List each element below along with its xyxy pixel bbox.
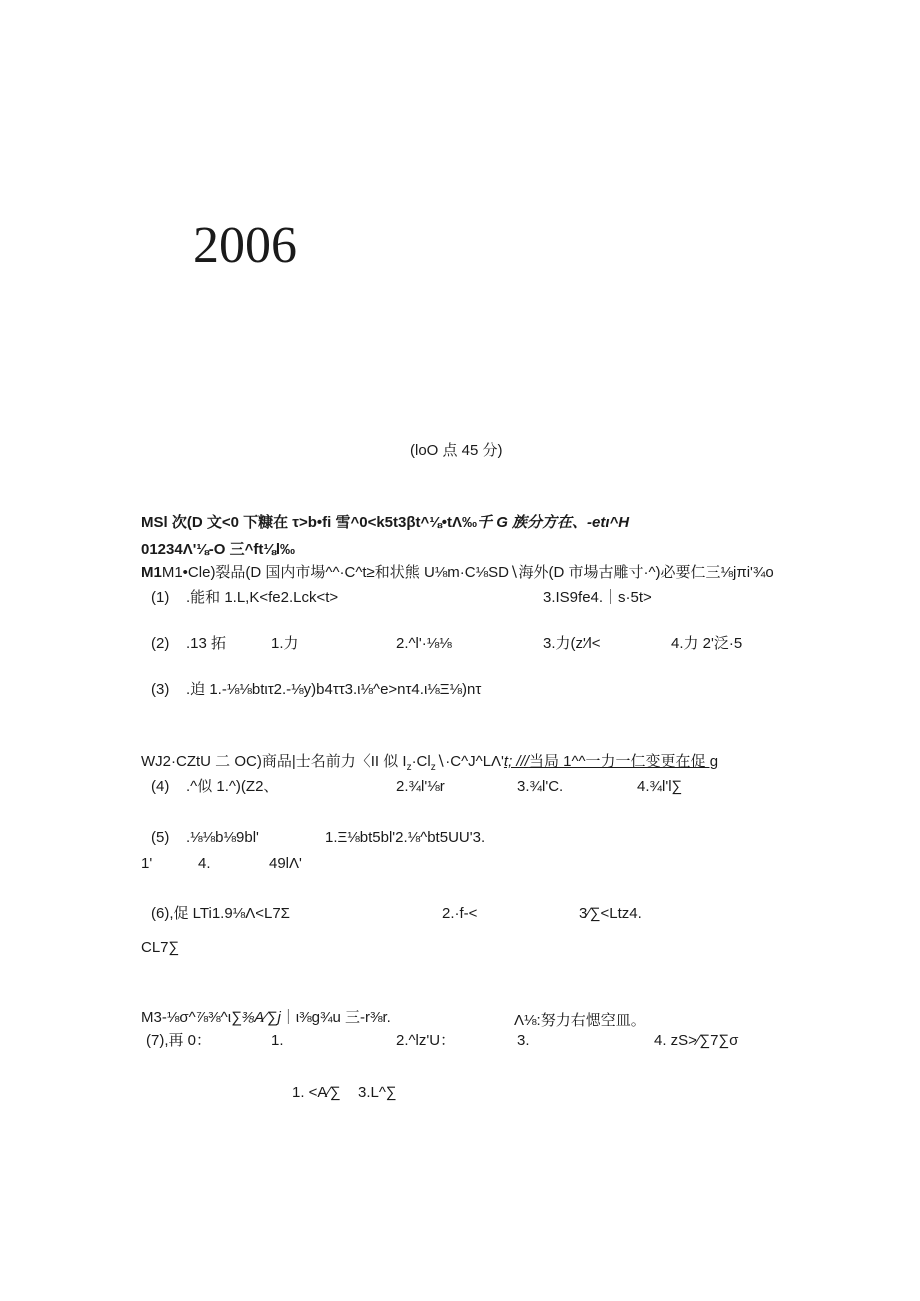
section-2-text-c: ·Cl — [411, 753, 431, 770]
q4-option-4: 4.¾l'l∑ — [637, 778, 683, 795]
q2-option-3: 3.力(z'∕l< — [543, 635, 601, 652]
section-2-underlined-text: 当局 1^^一力一仁变更在促 g — [528, 753, 719, 770]
q2-option-2: 2.^l'·⅛⅛ — [396, 635, 452, 652]
q4-number: (4) — [151, 778, 170, 795]
q2-option-4: 4.力 2'泛·5 — [671, 635, 743, 652]
q3-number: (3) — [151, 681, 170, 698]
q7-line: (7),再 0： — [146, 1032, 212, 1049]
q1-number: (1) — [151, 589, 170, 606]
section-2-sub-1: z — [406, 762, 412, 773]
section-score-note: (loO 点 45 分) — [410, 442, 503, 459]
q2-option-1: 1.力 — [271, 635, 299, 652]
section-2-instruction — [141, 754, 718, 773]
q5-cont-b: 4. — [198, 855, 211, 872]
q5-cont-c: 49lΛ' — [269, 855, 302, 872]
intro-line-3-text: M1•Cle)裂品(D 国内市場^^·C^t≥和状熊 U⅛m·C⅛SD∖海外(D 市場古雕寸·^)必要仁三⅛jπi'¾o — [161, 564, 774, 581]
exam-year: 2006 — [193, 217, 297, 274]
q5-number: (5) — [151, 829, 170, 846]
q6-cont: CL7∑ — [141, 939, 180, 956]
q4-option-3: 3.¾l'C. — [517, 778, 564, 795]
section-2-underlined-italic: t; /// — [503, 753, 529, 770]
tail-option-3: 3.L^∑ — [358, 1084, 397, 1101]
q1-options-b: 3.IS9fe4.｜s·5t> — [543, 589, 652, 606]
section-2-sub-2: z — [430, 762, 436, 773]
section-3-instruction — [141, 1010, 391, 1025]
q7-option-4: 4. zS>∕∑7∑σ — [654, 1032, 739, 1049]
section-3-italic: ∑⅜A∕∑j — [231, 1009, 281, 1026]
intro-line-3-bold: M1 — [141, 564, 162, 581]
q5-options: 1.Ξ⅛bt5bl'2.⅛^bt5UU'3. — [325, 829, 486, 846]
q6-option-2: 2.·f-< — [442, 905, 478, 922]
q4-stem: .^似 1.^)(Z2、 — [186, 778, 279, 795]
section-2-text-a: WJ2·CZtU 二 OC)商品|士名前力〈II 似 I — [141, 753, 407, 770]
q6-line: (6),促 LTi1.9⅛Λ<L7Σ — [151, 905, 290, 922]
section-2-text-e: ∖·C^J^LΛ' — [435, 753, 504, 770]
q7-option-1: 1. — [271, 1032, 284, 1049]
intro-line-1 — [141, 515, 629, 530]
tail-option-1: 1. <A∕∑ — [292, 1084, 341, 1101]
q6-option-3: 3∕∑<Ltz4. — [579, 905, 642, 922]
section-3-text-a: M3-⅛σ^⅞⅜^ι — [141, 1009, 232, 1026]
q5-stem: .⅛⅛b⅛9bl' — [186, 829, 259, 846]
q2-number: (2) — [151, 635, 170, 652]
q7-option-3: 3. — [517, 1032, 530, 1049]
section-3-text-c: ｜ι⅜g¾u 三-r⅜r. — [280, 1009, 391, 1026]
q1-options-a: .能和 1.L,K<fe2.Lck<t> — [186, 589, 339, 606]
q7-option-2: 2.^lz'U： — [396, 1032, 456, 1049]
q3-text: .迫 1.-⅛⅛btιτ2.-⅛y)b4ττ3.ι⅛^e>nτ4.ι⅛Ξ⅛)nτ — [186, 681, 482, 698]
q2-stem: .13 拓 — [186, 635, 227, 652]
intro-line-1-italic: 千 G 族分方在、-etι^H — [477, 514, 630, 531]
intro-line-1-text: MSl 次(D 文<0 下糠在 τ>b•fi 雪^0<k5t3βt^⅛•tΛ‰ — [141, 514, 478, 531]
intro-line-3 — [141, 565, 774, 580]
q5-cont-a: 1' — [141, 855, 153, 872]
q4-option-2: 2.¾l'⅛r — [396, 778, 445, 795]
intro-line-2: 01234Λ'⅛-O 三^ft⅛l‰ — [141, 541, 296, 558]
section-3-note: Λ⅛:努力右愢空皿。 — [514, 1012, 646, 1029]
